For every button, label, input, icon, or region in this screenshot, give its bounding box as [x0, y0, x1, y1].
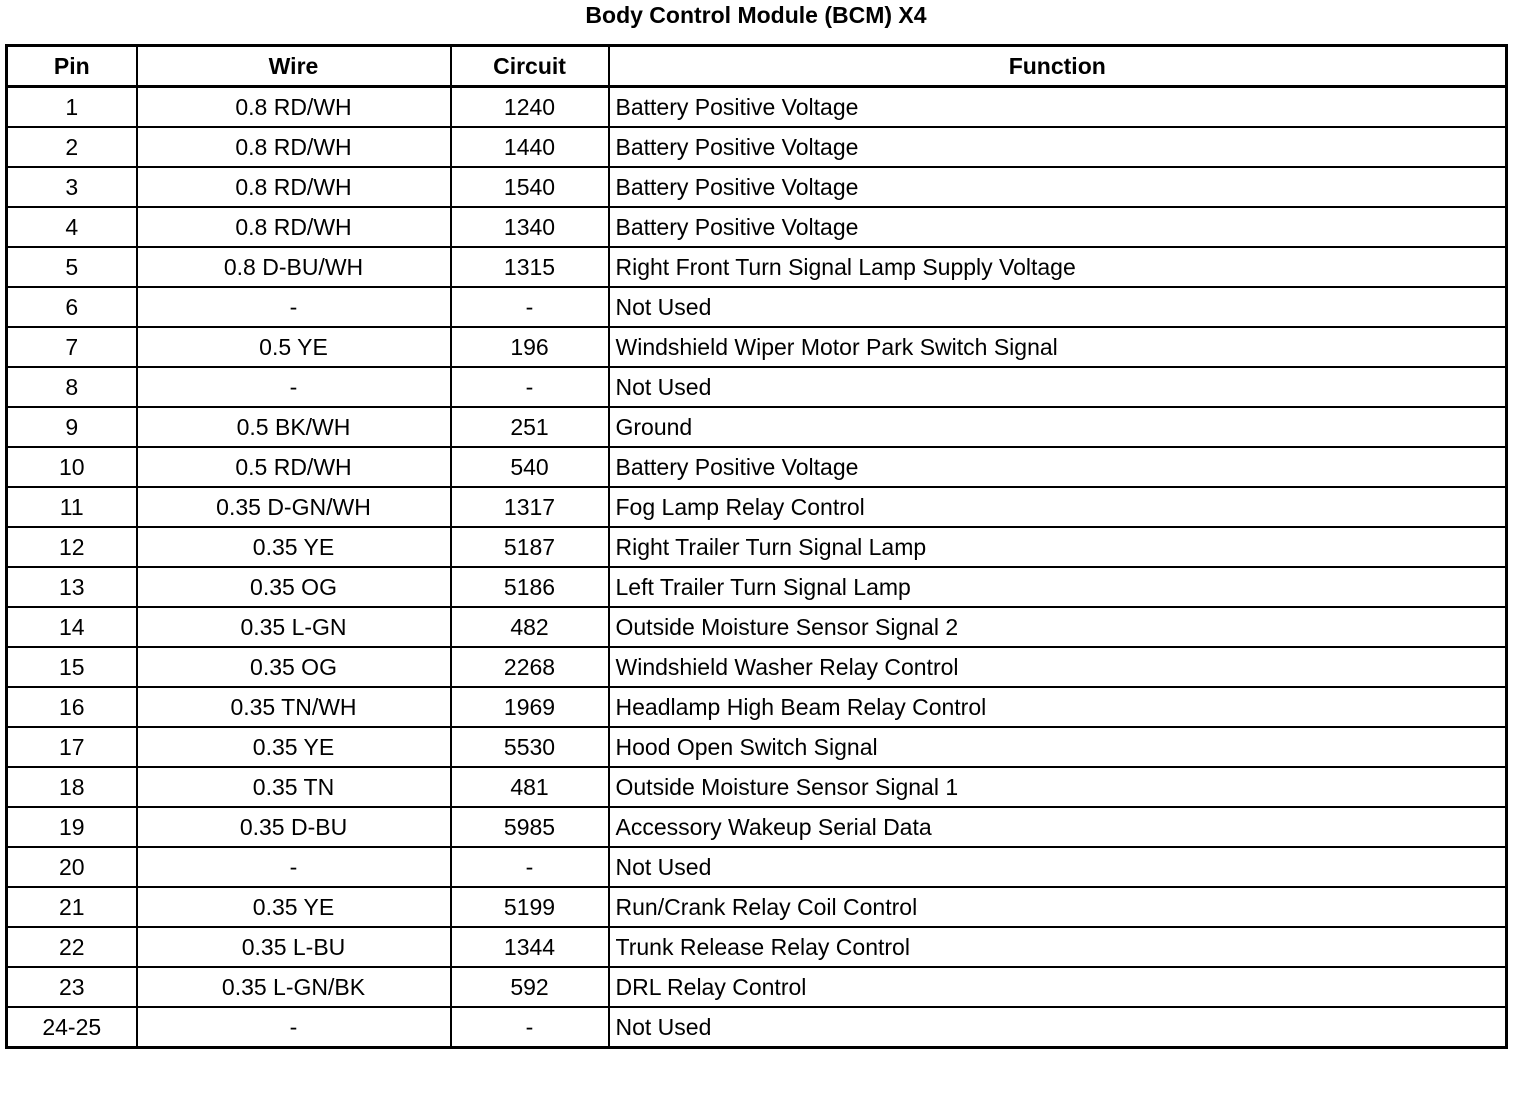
column-header-pin: Pin [7, 46, 137, 87]
cell-function: Battery Positive Voltage [609, 127, 1507, 167]
table-row [7, 527, 1507, 567]
table-row [7, 447, 1507, 487]
cell-function: Run/Crank Relay Coil Control [609, 887, 1507, 927]
cell-circuit: 5186 [451, 567, 609, 607]
cell-pin: 2 [7, 127, 137, 167]
table-row [7, 487, 1507, 527]
column-header-wire: Wire [137, 46, 451, 87]
table-body [7, 87, 1507, 1048]
cell-wire: 0.35 YE [137, 527, 451, 567]
cell-wire: 0.5 BK/WH [137, 407, 451, 447]
cell-circuit: 5187 [451, 527, 609, 567]
cell-function: Ground [609, 407, 1507, 447]
page-title: Body Control Module (BCM) X4 [585, 2, 927, 28]
cell-pin: 23 [7, 967, 137, 1007]
cell-circuit: 540 [451, 447, 609, 487]
cell-pin: 13 [7, 567, 137, 607]
cell-pin: 3 [7, 167, 137, 207]
table-row [7, 887, 1507, 927]
cell-circuit: 482 [451, 607, 609, 647]
cell-wire: 0.8 RD/WH [137, 87, 451, 128]
table-row [7, 807, 1507, 847]
cell-wire: 0.8 RD/WH [137, 127, 451, 167]
table-row [7, 87, 1507, 128]
cell-function: DRL Relay Control [609, 967, 1507, 1007]
cell-circuit: 1315 [451, 247, 609, 287]
table-row [7, 647, 1507, 687]
table-row [7, 407, 1507, 447]
cell-function: Outside Moisture Sensor Signal 2 [609, 607, 1507, 647]
cell-circuit: - [451, 847, 609, 887]
cell-wire: 0.5 RD/WH [137, 447, 451, 487]
cell-circuit: 1340 [451, 207, 609, 247]
cell-pin: 21 [7, 887, 137, 927]
cell-circuit: - [451, 1007, 609, 1048]
cell-wire: 0.35 L-BU [137, 927, 451, 967]
cell-pin: 1 [7, 87, 137, 128]
cell-circuit: 1969 [451, 687, 609, 727]
table-row [7, 727, 1507, 767]
cell-function: Battery Positive Voltage [609, 167, 1507, 207]
cell-pin: 15 [7, 647, 137, 687]
cell-pin: 14 [7, 607, 137, 647]
cell-pin: 8 [7, 367, 137, 407]
cell-pin: 22 [7, 927, 137, 967]
cell-wire: 0.5 YE [137, 327, 451, 367]
cell-pin: 10 [7, 447, 137, 487]
cell-wire: 0.35 TN/WH [137, 687, 451, 727]
cell-wire: - [137, 287, 451, 327]
cell-pin: 20 [7, 847, 137, 887]
column-header-circuit: Circuit [451, 46, 609, 87]
table-row [7, 287, 1507, 327]
cell-pin: 16 [7, 687, 137, 727]
cell-pin: 5 [7, 247, 137, 287]
cell-function: Not Used [609, 1007, 1507, 1048]
table-row [7, 847, 1507, 887]
cell-circuit: 1344 [451, 927, 609, 967]
cell-wire: 0.8 RD/WH [137, 207, 451, 247]
cell-circuit: 481 [451, 767, 609, 807]
cell-pin: 6 [7, 287, 137, 327]
table-row [7, 327, 1507, 367]
cell-function: Right Front Turn Signal Lamp Supply Voltage [609, 247, 1507, 287]
cell-circuit: 1240 [451, 87, 609, 128]
cell-pin: 19 [7, 807, 137, 847]
cell-wire: 0.35 YE [137, 727, 451, 767]
cell-function: Not Used [609, 367, 1507, 407]
table-row [7, 567, 1507, 607]
cell-function: Trunk Release Relay Control [609, 927, 1507, 967]
cell-wire: 0.35 TN [137, 767, 451, 807]
cell-circuit: - [451, 367, 609, 407]
table-row [7, 127, 1507, 167]
cell-wire: 0.35 YE [137, 887, 451, 927]
cell-circuit: 5985 [451, 807, 609, 847]
cell-circuit: 5530 [451, 727, 609, 767]
cell-function: Not Used [609, 847, 1507, 887]
table-row [7, 367, 1507, 407]
cell-pin: 7 [7, 327, 137, 367]
cell-circuit: 196 [451, 327, 609, 367]
cell-wire: - [137, 367, 451, 407]
table-row [7, 607, 1507, 647]
cell-function: Right Trailer Turn Signal Lamp [609, 527, 1507, 567]
table-row [7, 967, 1507, 1007]
cell-pin: 9 [7, 407, 137, 447]
cell-wire: 0.8 D-BU/WH [137, 247, 451, 287]
cell-wire: 0.35 OG [137, 647, 451, 687]
cell-function: Left Trailer Turn Signal Lamp [609, 567, 1507, 607]
cell-wire: 0.35 D-BU [137, 807, 451, 847]
table-row [7, 167, 1507, 207]
cell-circuit: 592 [451, 967, 609, 1007]
cell-function: Fog Lamp Relay Control [609, 487, 1507, 527]
cell-wire: - [137, 1007, 451, 1048]
cell-function: Outside Moisture Sensor Signal 1 [609, 767, 1507, 807]
cell-wire: 0.8 RD/WH [137, 167, 451, 207]
cell-function: Windshield Wiper Motor Park Switch Signal [609, 327, 1507, 367]
cell-circuit: 251 [451, 407, 609, 447]
table-row [7, 927, 1507, 967]
cell-wire: 0.35 D-GN/WH [137, 487, 451, 527]
cell-wire: - [137, 847, 451, 887]
cell-function: Not Used [609, 287, 1507, 327]
cell-pin: 4 [7, 207, 137, 247]
cell-circuit: 2268 [451, 647, 609, 687]
cell-pin: 12 [7, 527, 137, 567]
cell-function: Hood Open Switch Signal [609, 727, 1507, 767]
table-row [7, 207, 1507, 247]
cell-circuit: - [451, 287, 609, 327]
cell-pin: 11 [7, 487, 137, 527]
table-header-row [7, 46, 1507, 87]
table-row [7, 247, 1507, 287]
cell-function: Battery Positive Voltage [609, 87, 1507, 128]
cell-function: Accessory Wakeup Serial Data [609, 807, 1507, 847]
table-row [7, 767, 1507, 807]
cell-function: Battery Positive Voltage [609, 447, 1507, 487]
cell-wire: 0.35 OG [137, 567, 451, 607]
cell-circuit: 1317 [451, 487, 609, 527]
cell-function: Windshield Washer Relay Control [609, 647, 1507, 687]
cell-function: Battery Positive Voltage [609, 207, 1507, 247]
connector-pinout-table [5, 44, 1508, 1049]
cell-pin: 24-25 [7, 1007, 137, 1048]
cell-circuit: 1440 [451, 127, 609, 167]
cell-wire: 0.35 L-GN [137, 607, 451, 647]
table-row [7, 687, 1507, 727]
column-header-function: Function [609, 46, 1507, 87]
cell-wire: 0.35 L-GN/BK [137, 967, 451, 1007]
cell-circuit: 5199 [451, 887, 609, 927]
table-row [7, 1007, 1507, 1048]
cell-pin: 17 [7, 727, 137, 767]
cell-function: Headlamp High Beam Relay Control [609, 687, 1507, 727]
cell-circuit: 1540 [451, 167, 609, 207]
cell-pin: 18 [7, 767, 137, 807]
